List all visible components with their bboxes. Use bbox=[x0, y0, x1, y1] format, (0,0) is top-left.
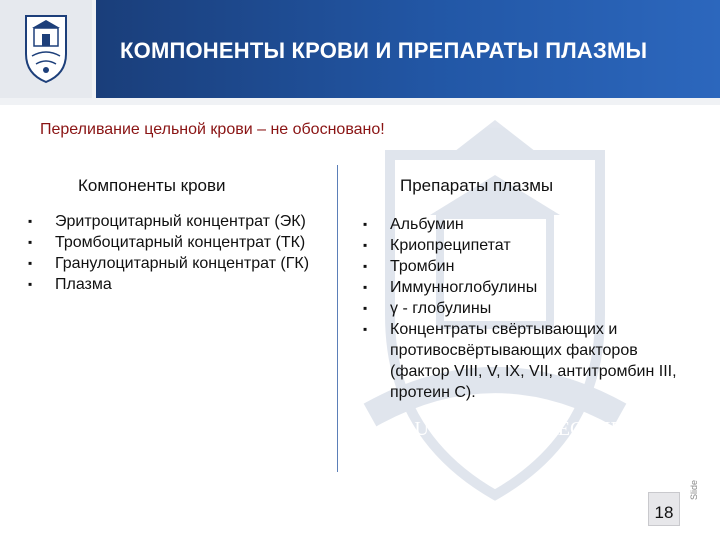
blood-components-list bbox=[28, 211, 318, 295]
list-item-text: γ - глобулины bbox=[390, 300, 492, 317]
list-item-text: Тромбин bbox=[390, 258, 455, 275]
subtitle-warning: Переливание цельной крови – не обосновано! bbox=[40, 121, 385, 138]
list-item bbox=[363, 235, 683, 256]
bullet-icon: ▪ bbox=[363, 280, 368, 294]
list-item bbox=[363, 319, 683, 403]
plasma-preparations-list bbox=[363, 214, 683, 403]
list-item-text: Тромбоцитарный концентрат (ТК) bbox=[55, 234, 306, 251]
list-item-text: Иммунноглобулины bbox=[390, 279, 538, 296]
left-column-heading: Компоненты крови bbox=[78, 176, 226, 195]
list-item bbox=[363, 214, 683, 235]
page-title: КОМПОНЕНТЫ КРОВИ И ПРЕПАРАТЫ ПЛАЗМЫ bbox=[120, 38, 648, 63]
slide-label: Slide bbox=[689, 479, 699, 500]
bullet-icon: ▪ bbox=[28, 277, 33, 291]
list-item bbox=[28, 211, 318, 232]
page-number: 18 bbox=[648, 492, 680, 526]
watermark-motto: DUCENDO ALIIS EGO IPSE ARDEO bbox=[400, 418, 718, 440]
right-column-heading: Препараты плазмы bbox=[400, 176, 554, 195]
list-item-text: Криопреципетат bbox=[390, 237, 511, 254]
bullet-icon: ▪ bbox=[28, 214, 33, 228]
list-item bbox=[28, 253, 318, 274]
bullet-icon: ▪ bbox=[363, 259, 368, 273]
header-band bbox=[0, 0, 720, 105]
bullet-icon: ▪ bbox=[363, 217, 368, 231]
bullet-icon: ▪ bbox=[363, 301, 368, 315]
bullet-icon: ▪ bbox=[28, 235, 33, 249]
list-item-text: Гранулоцитарный концентрат (ГК) bbox=[55, 255, 310, 272]
bullet-icon: ▪ bbox=[363, 238, 368, 252]
logo-panel bbox=[0, 0, 92, 98]
list-item bbox=[363, 256, 683, 277]
column-divider bbox=[337, 165, 338, 472]
list-item-text: Концентраты свёртывающих и противосвёртывающих факторов (фактор VIII, V, IX, VII, антитромбин III, протеин С). bbox=[390, 321, 677, 401]
list-item bbox=[28, 232, 318, 253]
list-item-text: Альбумин bbox=[390, 216, 464, 233]
bullet-icon: ▪ bbox=[28, 256, 33, 270]
bullet-icon: ▪ bbox=[363, 322, 368, 336]
list-item bbox=[28, 274, 318, 295]
university-crest-logo bbox=[22, 14, 70, 84]
list-item-text: Плазма bbox=[55, 276, 112, 293]
list-item bbox=[363, 298, 683, 319]
list-item-text: Эритроцитарный концентрат (ЭК) bbox=[55, 213, 306, 230]
list-item bbox=[363, 277, 683, 298]
